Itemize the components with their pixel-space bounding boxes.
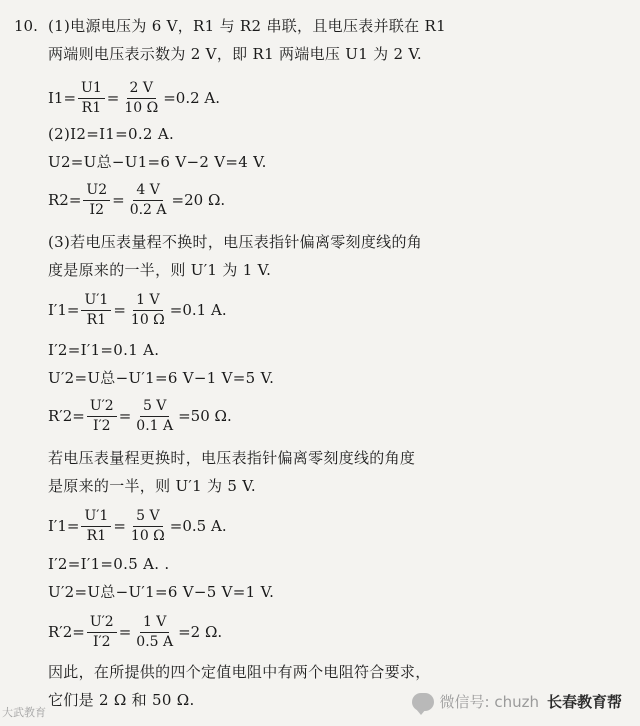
equation-i1 (48, 76, 220, 120)
fraction (128, 292, 168, 329)
numerator: 5 V (140, 398, 169, 417)
eq-lhs: R′2= (48, 407, 85, 425)
fraction (81, 292, 111, 329)
fraction (133, 398, 176, 435)
numerator: U′1 (81, 292, 111, 311)
part3b-line1: 若电压表量程更换时，电压表指针偏离零刻度线的角度 (48, 449, 416, 467)
eq-sign: = (112, 191, 125, 209)
fraction (83, 182, 110, 219)
fraction (87, 614, 117, 651)
denominator: 0.5 A (136, 633, 174, 650)
eq-lhs: I′1= (48, 517, 80, 535)
numerator: U′2 (87, 398, 117, 417)
eq-sign: = (106, 89, 120, 107)
denominator: R1 (86, 527, 107, 544)
fraction (128, 508, 168, 545)
eq-rhs: =50 Ω. (178, 407, 232, 425)
denominator: I′2 (92, 417, 111, 434)
part3-line1: (3)若电压表量程不换时，电压表指针偏离零刻度线的角 (48, 233, 423, 251)
denominator: 10 Ω (130, 311, 165, 328)
conclusion-line2: 它们是 2 Ω 和 50 Ω. (48, 691, 195, 709)
watermark-text: 微信号: chuzh (439, 693, 539, 711)
eq-rhs: =0.5 A. (169, 517, 227, 535)
fraction (127, 182, 170, 219)
conclusion-line1: 因此，在所提供的四个定值电阻中有两个电阻符合要求， (48, 663, 431, 681)
eq-lhs: R2= (48, 191, 82, 209)
corner-watermark: 大武教育 (2, 706, 46, 719)
denominator: 10 Ω (124, 99, 159, 116)
part2-line1: (2)I2=I1=0.2 A. (48, 125, 175, 143)
part1-line1: (1)电源电压为 6 V，R1 与 R2 串联，且电压表并联在 R1 (48, 17, 446, 35)
numerator: U′1 (81, 508, 111, 527)
fraction (133, 614, 176, 651)
eq-rhs: =0.1 A. (169, 301, 227, 319)
wechat-bubble-icon (412, 693, 434, 711)
equation-i2-prime-b: I′2=I′1=0.5 A. . (48, 555, 170, 573)
eq-rhs: =2 Ω. (178, 623, 223, 641)
equation-u2-prime-b: U′2=U总−U′1=6 V−5 V=1 V. (48, 583, 275, 601)
numerator: 2 V (127, 80, 156, 99)
numerator: U1 (78, 80, 105, 99)
eq-rhs: =20 Ω. (171, 191, 226, 209)
fraction (81, 508, 111, 545)
numerator: 4 V (133, 182, 162, 201)
equation-i1-prime-a (48, 288, 227, 332)
fraction (78, 80, 105, 117)
numerator: U′2 (87, 614, 117, 633)
eq-sign: = (113, 517, 126, 535)
wechat-watermark (412, 691, 622, 712)
denominator: R1 (86, 311, 107, 328)
equation-r2 (48, 178, 225, 222)
fraction (87, 398, 117, 435)
equation-r2-prime-a (48, 394, 232, 438)
eq-sign: = (113, 301, 126, 319)
equation-r2-prime-b (48, 610, 222, 654)
eq-sign: = (118, 623, 132, 641)
denominator: 0.1 A (136, 417, 174, 434)
numerator: U2 (83, 182, 110, 201)
equation-i1-prime-b (48, 504, 227, 548)
denominator: R1 (81, 99, 102, 116)
numerator: 1 V (140, 614, 169, 633)
eq-lhs: R′2= (48, 623, 85, 641)
denominator: I2 (89, 201, 104, 218)
problem-number: 10. (14, 17, 38, 35)
denominator: 10 Ω (130, 527, 165, 544)
part1-line2: 两端则电压表示数为 2 V，即 R1 两端电压 U1 为 2 V. (48, 45, 422, 63)
eq-rhs: =0.2 A. (163, 89, 221, 107)
equation-i2-prime-a: I′2=I′1=0.1 A. (48, 341, 160, 359)
eq-sign: = (118, 407, 132, 425)
equation-u2-prime-a: U′2=U总−U′1=6 V−1 V=5 V. (48, 369, 275, 387)
numerator: 1 V (133, 292, 162, 311)
part3b-line2: 是原来的一半，则 U′1 为 5 V. (48, 477, 256, 495)
equation-u2: U2=U总−U1=6 V−2 V=4 V. (48, 153, 267, 171)
denominator: 0.2 A (129, 201, 167, 218)
part3-line2: 度是原来的一半，则 U′1 为 1 V. (48, 261, 272, 279)
watermark-brand: 长春教育帮 (546, 693, 622, 711)
eq-lhs: I′1= (48, 301, 80, 319)
denominator: I′2 (92, 633, 111, 650)
fraction (121, 80, 161, 117)
eq-lhs: I1= (48, 89, 77, 107)
numerator: 5 V (133, 508, 162, 527)
